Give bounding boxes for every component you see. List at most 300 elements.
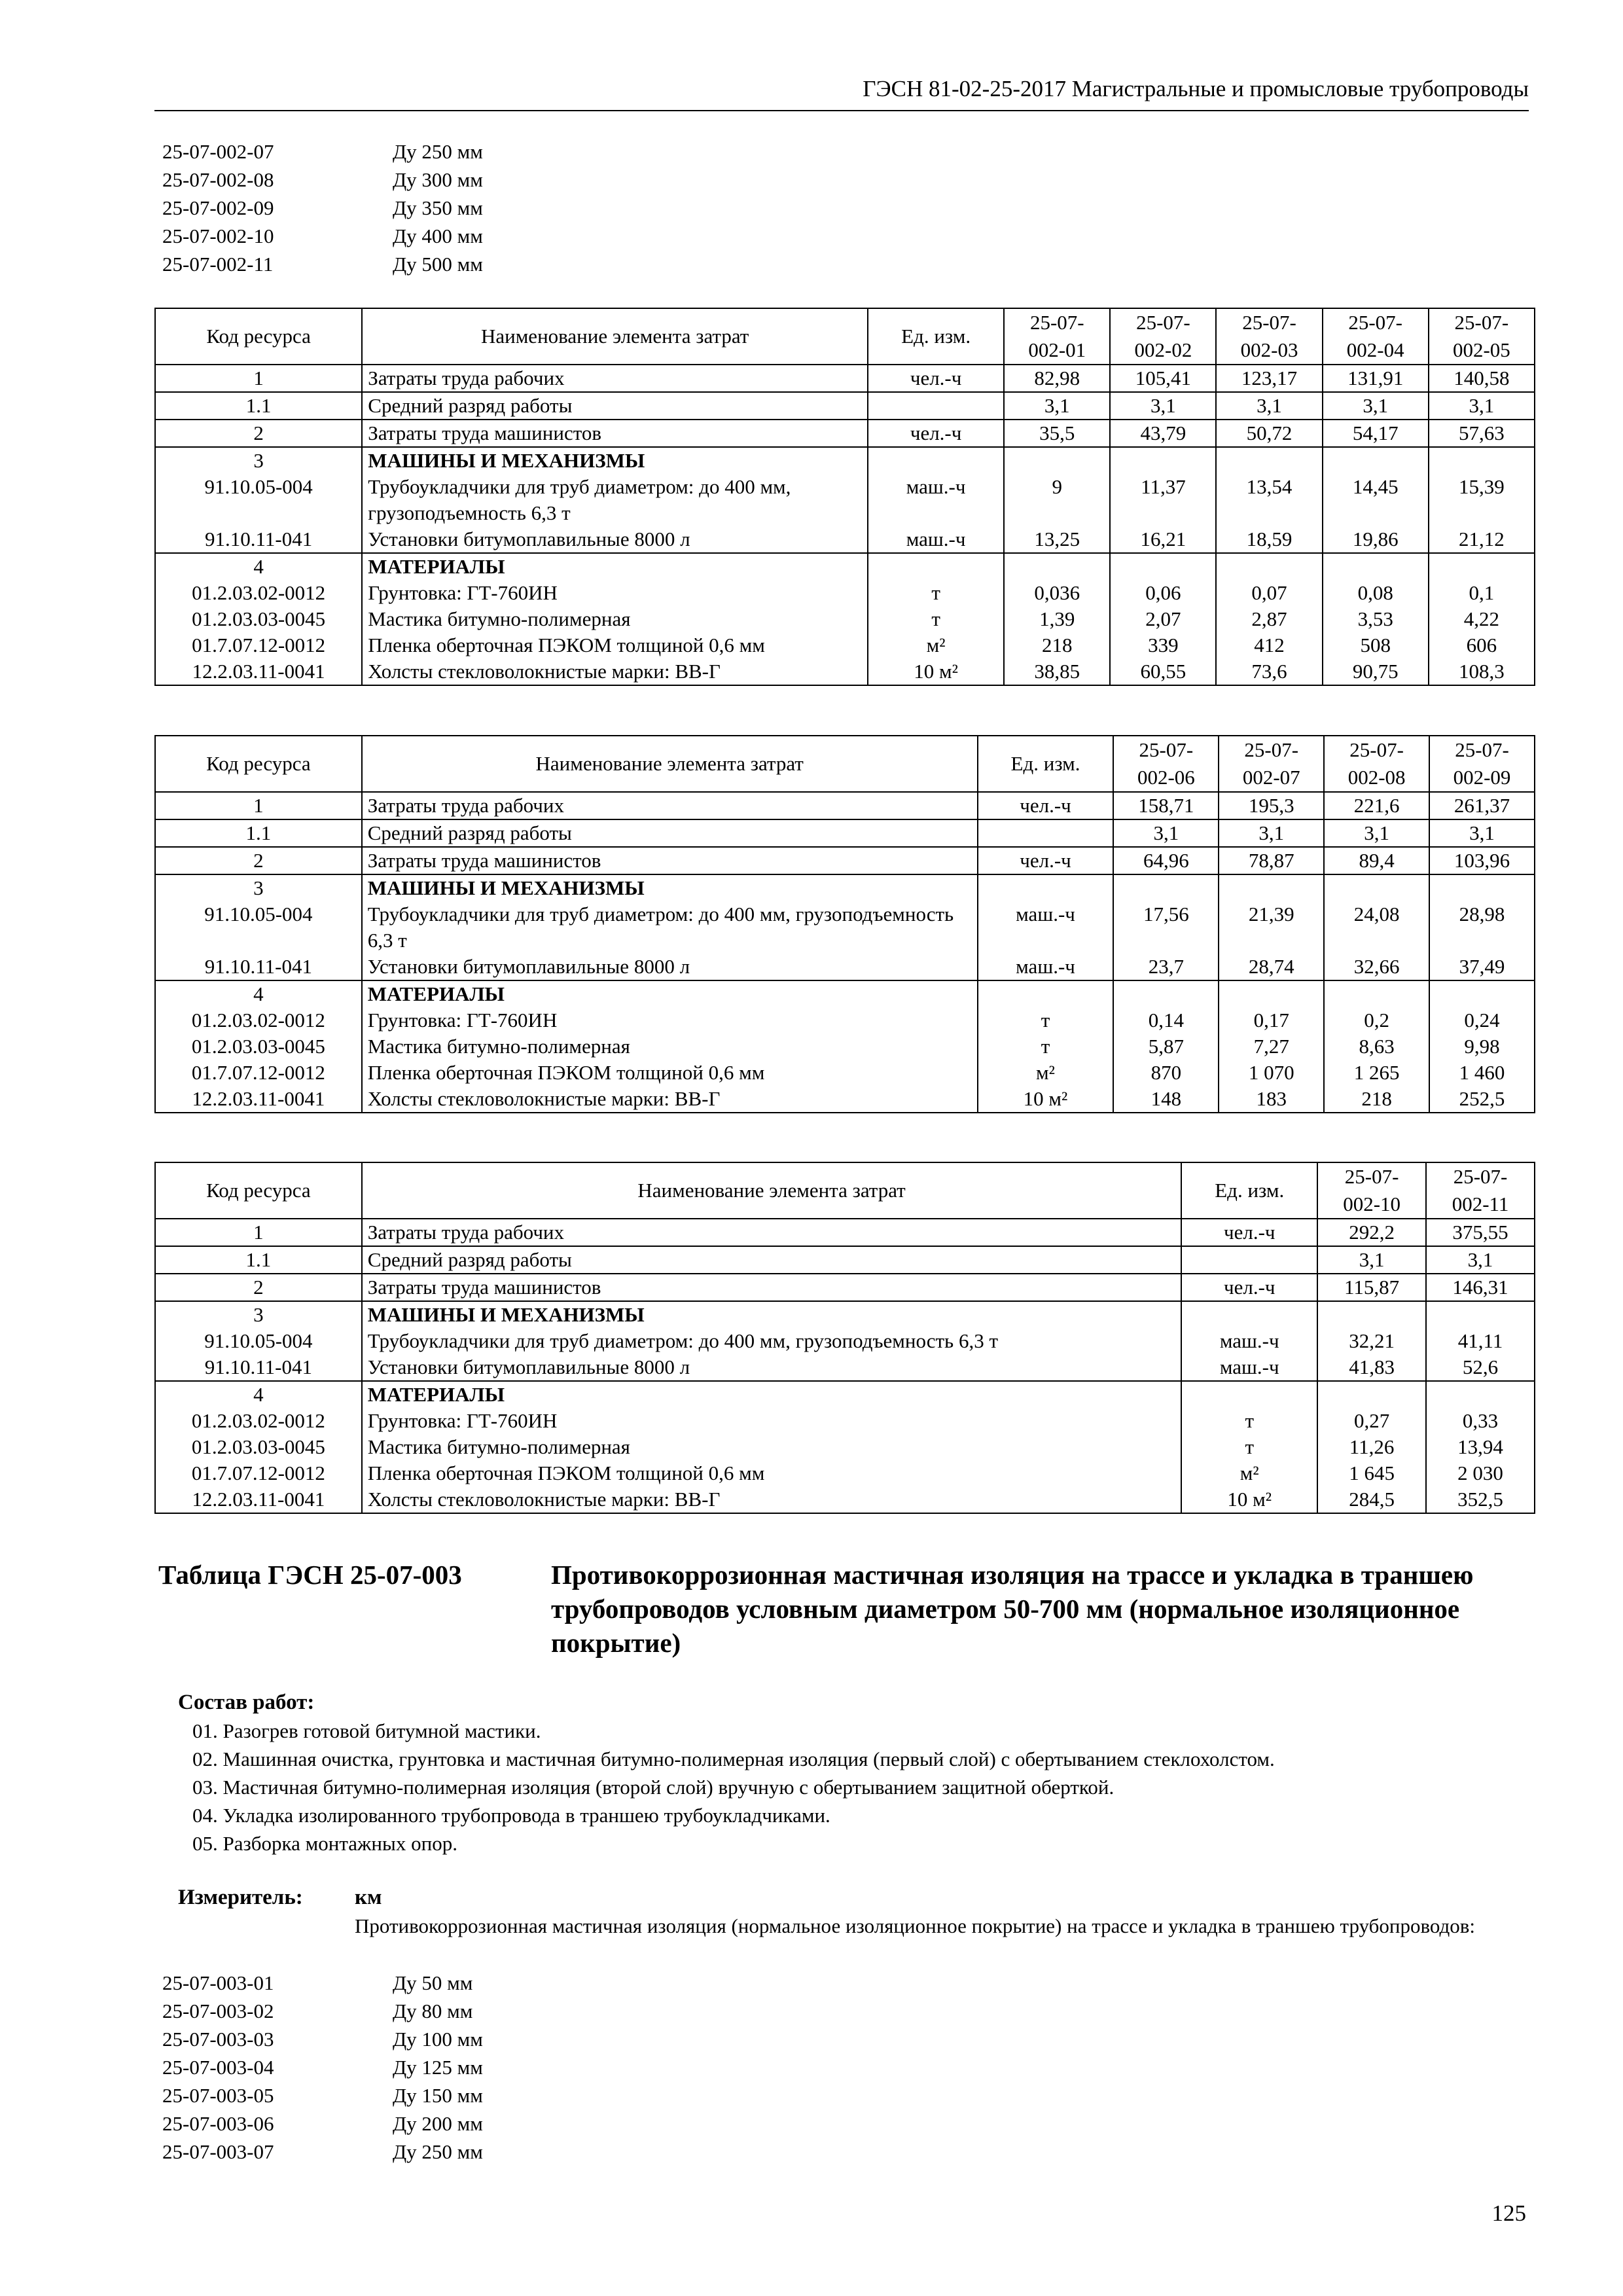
norm-code: 25-07-003-06 [162,2112,274,2135]
table-row [155,847,1535,874]
header-unit: Ед. изм. [868,308,1004,365]
resource-code: 91.10.05-004 [155,901,362,954]
cost-element-name: Грунтовка: ГТ-760ИН [362,1007,978,1033]
value-cell [1323,447,1429,474]
cost-table-1 [154,308,1535,686]
resource-code: 1.1 [155,819,362,847]
table-row [155,901,1535,954]
header-code: Код ресурса [155,308,362,365]
cost-element-name: Грунтовка: ГТ-760ИН [362,580,868,606]
table-row [155,1007,1535,1033]
value-cell: 41,83 [1317,1354,1426,1381]
cost-element-name: МАТЕРИАЛЫ [362,1381,1182,1408]
value-cell: 0,08 [1323,580,1429,606]
measure-section [178,1884,1526,1940]
table-row [155,1033,1535,1060]
value-cell: 43,79 [1110,420,1216,447]
unit-cell: 10 м² [868,658,1004,685]
works-item: 03. Мастичная битумно-полимерная изоляция (второй слой) вручную с обертыванием защитной оберткой. [192,1776,1115,1799]
value-cell: 1,39 [1004,606,1110,632]
table-row [155,553,1535,580]
unit-cell: маш.-ч [978,901,1114,954]
cost-element-name: Пленка оберточная ПЭКОМ толщиной 0,6 мм [362,1460,1182,1486]
value-cell: 0,2 [1324,1007,1429,1033]
table-row [155,365,1535,392]
value-cell: 0,07 [1216,580,1322,606]
cost-element-name: МАШИНЫ И МЕХАНИЗМЫ [362,874,978,901]
resource-code: 12.2.03.11-0041 [155,1086,362,1113]
resource-code: 2 [155,847,362,874]
table-row [155,819,1535,847]
value-cell: 35,5 [1004,420,1110,447]
unit-cell: м² [978,1060,1114,1086]
value-cell: 183 [1219,1086,1324,1113]
value-cell: 131,91 [1323,365,1429,392]
resource-code: 91.10.05-004 [155,474,362,526]
table-row [155,1301,1535,1328]
table-row [155,1354,1535,1381]
resource-code: 4 [155,980,362,1007]
cost-table-2 [154,735,1535,1113]
value-cell: 4,22 [1429,606,1535,632]
works-list [178,1717,1275,1857]
value-cell [1004,447,1110,474]
table-row [155,1381,1535,1408]
resource-code: 91.10.05-004 [155,1328,362,1354]
value-cell: 0,14 [1113,1007,1219,1033]
norm-code: 25-07-003-07 [162,2140,274,2163]
unit-cell: м² [1181,1460,1317,1486]
resource-code: 01.2.03.03-0045 [155,1434,362,1460]
cost-element-name: МАТЕРИАЛЫ [362,980,978,1007]
value-cell: 7,27 [1219,1033,1324,1060]
value-cell [1429,874,1535,901]
diameter-label: Ду 200 мм [393,2112,483,2135]
table-row [155,1246,1535,1274]
header-norm-code: 25-07- 002-04 [1323,308,1429,365]
value-cell: 221,6 [1324,792,1429,819]
resource-code: 1 [155,1219,362,1246]
unit-cell [978,819,1114,847]
diameter-label: Ду 150 мм [393,2084,483,2107]
resource-code: 2 [155,420,362,447]
works-title: Состав работ: [178,1691,315,1714]
unit-cell: маш.-ч [1181,1354,1317,1381]
value-cell: 15,39 [1429,474,1535,526]
table-row [155,632,1535,658]
value-cell: 3,1 [1426,1246,1535,1274]
cost-element-name: Трубоукладчики для труб диаметром: до 400 мм, грузоподъемность 6,3 т [362,901,978,954]
cost-element-name: Затраты труда машинистов [362,1274,1182,1301]
diameter-label: Ду 100 мм [393,2028,483,2051]
cost-element-name: Затраты труда машинистов [362,420,868,447]
value-cell: 0,27 [1317,1408,1426,1434]
code-list-item [162,137,483,166]
value-cell [1004,553,1110,580]
resource-code: 91.10.11-041 [155,1354,362,1381]
value-cell: 19,86 [1323,526,1429,553]
diameter-label: Ду 350 мм [393,196,483,219]
table-row [155,1274,1535,1301]
norm-code: 25-07-002-08 [162,168,274,191]
cost-element-name: Затраты труда рабочих [362,792,978,819]
value-cell [1216,553,1322,580]
value-cell [1317,1381,1426,1408]
value-cell: 3,1 [1110,392,1216,420]
code-list-item [162,250,483,278]
value-cell: 375,55 [1426,1219,1535,1246]
header-name: Наименование элемента затрат [362,308,868,365]
value-cell: 54,17 [1323,420,1429,447]
table-row [155,1486,1535,1513]
value-cell: 123,17 [1216,365,1322,392]
value-cell: 14,45 [1323,474,1429,526]
cost-element-name: МАТЕРИАЛЫ [362,553,868,580]
value-cell: 37,49 [1429,954,1535,980]
norm-code: 25-07-003-03 [162,2028,274,2051]
value-cell: 3,1 [1004,392,1110,420]
table-row [155,1086,1535,1113]
value-cell: 218 [1324,1086,1429,1113]
resource-code: 4 [155,1381,362,1408]
value-cell [1429,553,1535,580]
cost-element-name: Холсты стекловолокнистые марки: ВВ-Г [362,658,868,685]
table-row [155,874,1535,901]
value-cell: 41,11 [1426,1328,1535,1354]
cost-element-name: Затраты труда рабочих [362,1219,1182,1246]
unit-cell: т [978,1033,1114,1060]
table-header-row [155,1162,1535,1219]
value-cell: 0,036 [1004,580,1110,606]
measure-label: Измеритель: [178,1886,303,1909]
value-cell: 78,87 [1219,847,1324,874]
table-row [155,392,1535,420]
value-cell: 140,58 [1429,365,1535,392]
code-list-item [162,2053,483,2081]
diameter-label: Ду 125 мм [393,2056,483,2079]
value-cell: 261,37 [1429,792,1535,819]
table-row [155,954,1535,980]
resource-code: 01.7.07.12-0012 [155,1460,362,1486]
unit-cell: чел.-ч [978,792,1114,819]
value-cell: 0,1 [1429,580,1535,606]
table-row [155,980,1535,1007]
value-cell: 11,37 [1110,474,1216,526]
value-cell [1324,874,1429,901]
unit-cell [978,980,1114,1007]
value-cell: 9,98 [1429,1033,1535,1060]
value-cell: 50,72 [1216,420,1322,447]
code-list-item [162,166,483,194]
resource-code: 3 [155,447,362,474]
table-header-row [155,308,1535,365]
works-item: 02. Машинная очистка, грунтовка и мастичная битумно-полимерная изоляция (первый слой) с обертыванием стеклохолстом. [192,1748,1275,1770]
value-cell: 148 [1113,1086,1219,1113]
value-cell: 28,74 [1219,954,1324,980]
table-row [155,1328,1535,1354]
unit-cell [868,392,1004,420]
cost-element-name: Средний разряд работы [362,1246,1182,1274]
unit-cell: маш.-ч [1181,1328,1317,1354]
value-cell: 1 070 [1219,1060,1324,1086]
unit-cell [978,874,1114,901]
diameter-label: Ду 80 мм [393,2000,473,2022]
value-cell: 9 [1004,474,1110,526]
diameter-label: Ду 250 мм [393,2140,483,2163]
value-cell: 13,94 [1426,1434,1535,1460]
value-cell: 60,55 [1110,658,1216,685]
norm-code: 25-07-002-07 [162,140,274,163]
resource-code: 1.1 [155,1246,362,1274]
value-cell [1219,874,1324,901]
code-list-item [162,1969,483,1997]
value-cell: 2 030 [1426,1460,1535,1486]
table-row [155,526,1535,553]
value-cell: 52,6 [1426,1354,1535,1381]
diameter-label: Ду 500 мм [393,253,483,276]
resource-code: 01.7.07.12-0012 [155,1060,362,1086]
works-item: 01. Разогрев готовой битумной мастики. [192,1719,541,1742]
value-cell: 32,66 [1324,954,1429,980]
diameter-label: Ду 400 мм [393,224,483,247]
header-norm-code: 25-07- 002-11 [1426,1162,1535,1219]
running-header: ГЭСН 81-02-25-2017 Магистральные и промысловые трубопроводы [154,73,1529,111]
value-cell: 103,96 [1429,847,1535,874]
resource-code: 91.10.11-041 [155,954,362,980]
unit-cell: т [868,580,1004,606]
resource-code: 3 [155,874,362,901]
header-unit: Ед. изм. [978,736,1114,792]
value-cell: 870 [1113,1060,1219,1086]
unit-cell: чел.-ч [868,420,1004,447]
value-cell: 8,63 [1324,1033,1429,1060]
diameter-label: Ду 300 мм [393,168,483,191]
value-cell: 3,1 [1113,819,1219,847]
value-cell: 2,07 [1110,606,1216,632]
resource-code: 1 [155,792,362,819]
works-item: 04. Укладка изолированного трубопровода в траншею трубоукладчиками. [192,1804,830,1827]
value-cell: 339 [1110,632,1216,658]
resource-code: 3 [155,1301,362,1328]
diameter-label: Ду 250 мм [393,140,483,163]
value-cell: 412 [1216,632,1322,658]
value-cell [1323,553,1429,580]
value-cell: 38,85 [1004,658,1110,685]
value-cell [1429,980,1535,1007]
resource-code: 1.1 [155,392,362,420]
cost-element-name: Затраты труда рабочих [362,365,868,392]
cost-table-3 [154,1162,1535,1514]
value-cell: 0,06 [1110,580,1216,606]
measure-unit: км [355,1886,382,1909]
value-cell: 0,24 [1429,1007,1535,1033]
value-cell: 108,3 [1429,658,1535,685]
unit-cell: чел.-ч [1181,1274,1317,1301]
resource-code: 01.2.03.02-0012 [155,1007,362,1033]
value-cell: 18,59 [1216,526,1322,553]
value-cell [1113,874,1219,901]
header-norm-code: 25-07- 002-05 [1429,308,1535,365]
value-cell: 1 645 [1317,1460,1426,1486]
works-section [178,1689,1275,1857]
value-cell: 5,87 [1113,1033,1219,1060]
table-row [155,420,1535,447]
value-cell: 508 [1323,632,1429,658]
header-norm-code: 25-07- 002-08 [1324,736,1429,792]
cost-element-name: Установки битумоплавильные 8000 л [362,526,868,553]
value-cell: 89,4 [1324,847,1429,874]
table-row [155,1060,1535,1086]
value-cell: 3,1 [1429,819,1535,847]
value-cell: 3,1 [1219,819,1324,847]
code-list-item [162,2109,483,2138]
value-cell: 3,1 [1323,392,1429,420]
norm-code: 25-07-002-11 [162,253,274,276]
header-norm-code: 25-07- 002-10 [1317,1162,1426,1219]
resource-code: 01.2.03.03-0045 [155,1033,362,1060]
caption-title: Противокоррозионная мастичная изоляция на трассе и укладка в траншею трубопроводов условным диаметром 50-700 мм (нормальное изоляционное покрытие) [551,1560,1474,1658]
cost-element-name: Средний разряд работы [362,392,868,420]
value-cell [1426,1381,1535,1408]
value-cell: 0,17 [1219,1007,1324,1033]
value-cell: 32,21 [1317,1328,1426,1354]
norm-code: 25-07-002-09 [162,196,274,219]
norm-code: 25-07-003-02 [162,2000,274,2022]
table-row [155,658,1535,685]
cost-element-name: Пленка оберточная ПЭКОМ толщиной 0,6 мм [362,1060,978,1086]
value-cell: 3,53 [1323,606,1429,632]
header-code: Код ресурса [155,736,362,792]
table-row [155,1219,1535,1246]
value-cell: 146,31 [1426,1274,1535,1301]
page-number: 125 [1491,2200,1526,2226]
value-cell: 90,75 [1323,658,1429,685]
table-row [155,606,1535,632]
value-cell: 195,3 [1219,792,1324,819]
measure-description: Противокоррозионная мастичная изоляция (нормальное изоляционное покрытие) на трассе и укладка в траншею трубопроводов: [355,1914,1476,1937]
unit-cell: чел.-ч [1181,1219,1317,1246]
value-cell: 252,5 [1429,1086,1535,1113]
value-cell: 292,2 [1317,1219,1426,1246]
value-cell: 606 [1429,632,1535,658]
diameter-label: Ду 50 мм [393,1971,473,1994]
unit-cell [1181,1301,1317,1328]
value-cell: 16,21 [1110,526,1216,553]
unit-cell [1181,1381,1317,1408]
table-row [155,580,1535,606]
value-cell: 21,12 [1429,526,1535,553]
cost-element-name: МАШИНЫ И МЕХАНИЗМЫ [362,1301,1182,1328]
unit-cell: т [1181,1408,1317,1434]
caption-label: Таблица ГЭСН 25-07-003 [158,1560,462,1590]
norm-code: 25-07-003-01 [162,1971,274,1994]
value-cell: 115,87 [1317,1274,1426,1301]
value-cell [1216,447,1322,474]
unit-cell: т [978,1007,1114,1033]
table-caption [158,1558,1539,1660]
unit-cell: чел.-ч [868,365,1004,392]
table-row [155,1460,1535,1486]
unit-cell: 10 м² [978,1086,1114,1113]
works-item: 05. Разборка монтажных опор. [192,1832,457,1855]
cost-element-name: Грунтовка: ГТ-760ИН [362,1408,1182,1434]
cost-element-name: МАШИНЫ И МЕХАНИЗМЫ [362,447,868,474]
header-norm-code: 25-07- 002-03 [1216,308,1322,365]
cost-element-name: Мастика битумно-полимерная [362,1033,978,1060]
value-cell: 64,96 [1113,847,1219,874]
value-cell: 284,5 [1317,1486,1426,1513]
header-code: Код ресурса [155,1162,362,1219]
value-cell: 105,41 [1110,365,1216,392]
unit-cell: маш.-ч [978,954,1114,980]
value-cell [1426,1301,1535,1328]
cost-element-name: Мастика битумно-полимерная [362,606,868,632]
cost-element-name: Холсты стекловолокнистые марки: ВВ-Г [362,1486,1182,1513]
unit-cell: м² [868,632,1004,658]
table-header-row [155,736,1535,792]
unit-cell [868,553,1004,580]
value-cell: 1 265 [1324,1060,1429,1086]
header-norm-code: 25-07- 002-09 [1429,736,1535,792]
value-cell: 21,39 [1219,901,1324,954]
unit-cell: маш.-ч [868,474,1004,526]
resource-code: 12.2.03.11-0041 [155,1486,362,1513]
header-norm-code: 25-07- 002-06 [1113,736,1219,792]
table-row [155,1434,1535,1460]
unit-cell: т [868,606,1004,632]
code-list-item [162,2025,483,2053]
table-row [155,792,1535,819]
code-list-item [162,222,483,250]
cost-element-name: Затраты труда машинистов [362,847,978,874]
value-cell: 3,1 [1317,1246,1426,1274]
header-name: Наименование элемента затрат [362,1162,1182,1219]
header-norm-code: 25-07- 002-07 [1219,736,1324,792]
resource-code: 1 [155,365,362,392]
value-cell: 1 460 [1429,1060,1535,1086]
value-cell: 23,7 [1113,954,1219,980]
value-cell [1219,980,1324,1007]
value-cell [1110,553,1216,580]
unit-cell [868,447,1004,474]
header-name: Наименование элемента затрат [362,736,978,792]
cost-element-name: Установки битумоплавильные 8000 л [362,1354,1182,1381]
resource-code: 4 [155,553,362,580]
value-cell: 13,54 [1216,474,1322,526]
cost-element-name: Трубоукладчики для труб диаметром: до 400 мм, грузоподъемность 6,3 т [362,474,868,526]
value-cell: 218 [1004,632,1110,658]
cost-element-name: Трубоукладчики для труб диаметром: до 400 мм, грузоподъемность 6,3 т [362,1328,1182,1354]
header-unit: Ед. изм. [1181,1162,1317,1219]
code-list-bottom [162,1969,483,2166]
header-norm-code: 25-07- 002-01 [1004,308,1110,365]
value-cell [1429,447,1535,474]
value-cell: 17,56 [1113,901,1219,954]
resource-code: 91.10.11-041 [155,526,362,553]
table-row [155,447,1535,474]
value-cell: 352,5 [1426,1486,1535,1513]
code-list-item [162,1997,483,2025]
norm-code: 25-07-003-05 [162,2084,274,2107]
value-cell: 3,1 [1324,819,1429,847]
resource-code: 01.2.03.02-0012 [155,1408,362,1434]
value-cell: 73,6 [1216,658,1322,685]
resource-code: 01.2.03.03-0045 [155,606,362,632]
value-cell [1324,980,1429,1007]
value-cell: 0,33 [1426,1408,1535,1434]
header-norm-code: 25-07- 002-02 [1110,308,1216,365]
value-cell: 28,98 [1429,901,1535,954]
